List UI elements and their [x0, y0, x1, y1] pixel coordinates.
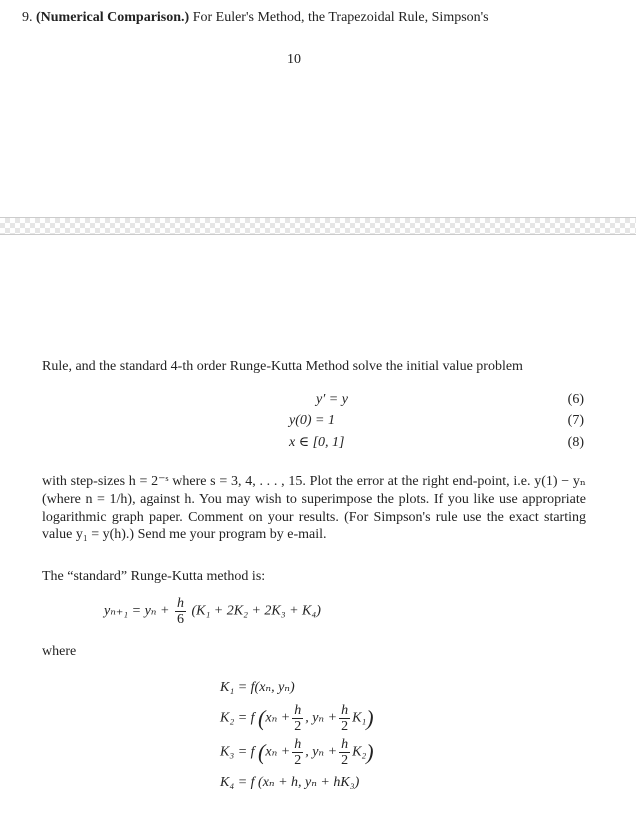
frac-num: h	[341, 737, 349, 752]
problem-number: 9.	[22, 10, 33, 25]
k3-b: , yₙ +	[305, 744, 338, 760]
equation-7: y(0) = 1	[289, 413, 335, 428]
k2-b: , yₙ +	[305, 710, 338, 726]
frac-num: h	[294, 737, 302, 752]
k2-equation: K₂ = f (xₙ + $\frac{h}{2}$ , yₙ + $\frac{h}{2}$ K₁)	[220, 703, 374, 734]
continuation-text: Rule, and the standard 4-th order Runge-Kutta Method solve the initial value problem	[42, 359, 523, 374]
h-over-6	[175, 596, 186, 627]
problem-header	[22, 10, 489, 26]
equation-6: y′ = y	[316, 392, 348, 407]
equation-tag-7: (7)	[567, 413, 584, 428]
k2-a: xₙ +	[265, 710, 291, 726]
where-label: where	[42, 644, 77, 659]
h-over-2	[292, 703, 303, 734]
k2-c: K₁	[352, 710, 367, 726]
frac-den: 2	[294, 753, 302, 768]
frac-den: 6	[176, 612, 184, 627]
rk-lhs: yₙ₊₁ = yₙ +	[104, 603, 170, 619]
k3-a: xₙ +	[265, 744, 291, 760]
rk-intro: The “standard” Runge-Kutta method is:	[42, 569, 266, 584]
problem-text: For Euler's Method, the Trapezoidal Rule, Simpson's	[192, 10, 489, 25]
k2-lhs: K₂ = f	[220, 710, 255, 726]
h-over-2	[339, 737, 350, 768]
page-number: 10	[287, 52, 301, 67]
frac-den: 2	[341, 753, 349, 768]
k1-equation: K₁ = f(xₙ, yₙ)	[220, 680, 295, 695]
problem-title: (Numerical Comparison.)	[36, 10, 190, 25]
equation-8: x ∈ [0, 1]	[289, 435, 345, 450]
rk-rhs: (K₁ + 2K₂ + 2K₃ + K₄)	[191, 603, 321, 619]
k3-equation: K₃ = f (xₙ + $\frac{h}{2}$ , yₙ + $\frac{h}{2}$ K₂)	[220, 737, 374, 768]
frac-num: h	[294, 703, 302, 718]
page-break-separator	[0, 217, 636, 235]
equation-tag-8: (8)	[567, 435, 584, 450]
k3-c: K₂	[352, 744, 367, 760]
frac-den: 2	[341, 719, 349, 734]
instructions-paragraph: with step-sizes h = 2⁻ˢ where s = 3, 4, . . . , 15. Plot the error at the right end-point, i.e. y(1) − yₙ (where n = 1/h), against h. You may wish to superimpose the plots. If you like use appropriate logarithmic graph paper. Comment on your results. (For Simpson's rule use the exact starting value y₁ = y(h).) Send me your program by e-mail.	[42, 474, 586, 543]
frac-num: h	[341, 703, 349, 718]
h-over-2	[292, 737, 303, 768]
equation-tag-6: (6)	[567, 392, 584, 407]
h-over-2	[339, 703, 350, 734]
rk-formula	[104, 596, 321, 627]
frac-den: 2	[294, 719, 302, 734]
k4-equation: K₄ = f (xₙ + h, yₙ + hK₃)	[220, 775, 360, 790]
k3-lhs: K₃ = f	[220, 744, 255, 760]
frac-num: h	[176, 596, 184, 611]
